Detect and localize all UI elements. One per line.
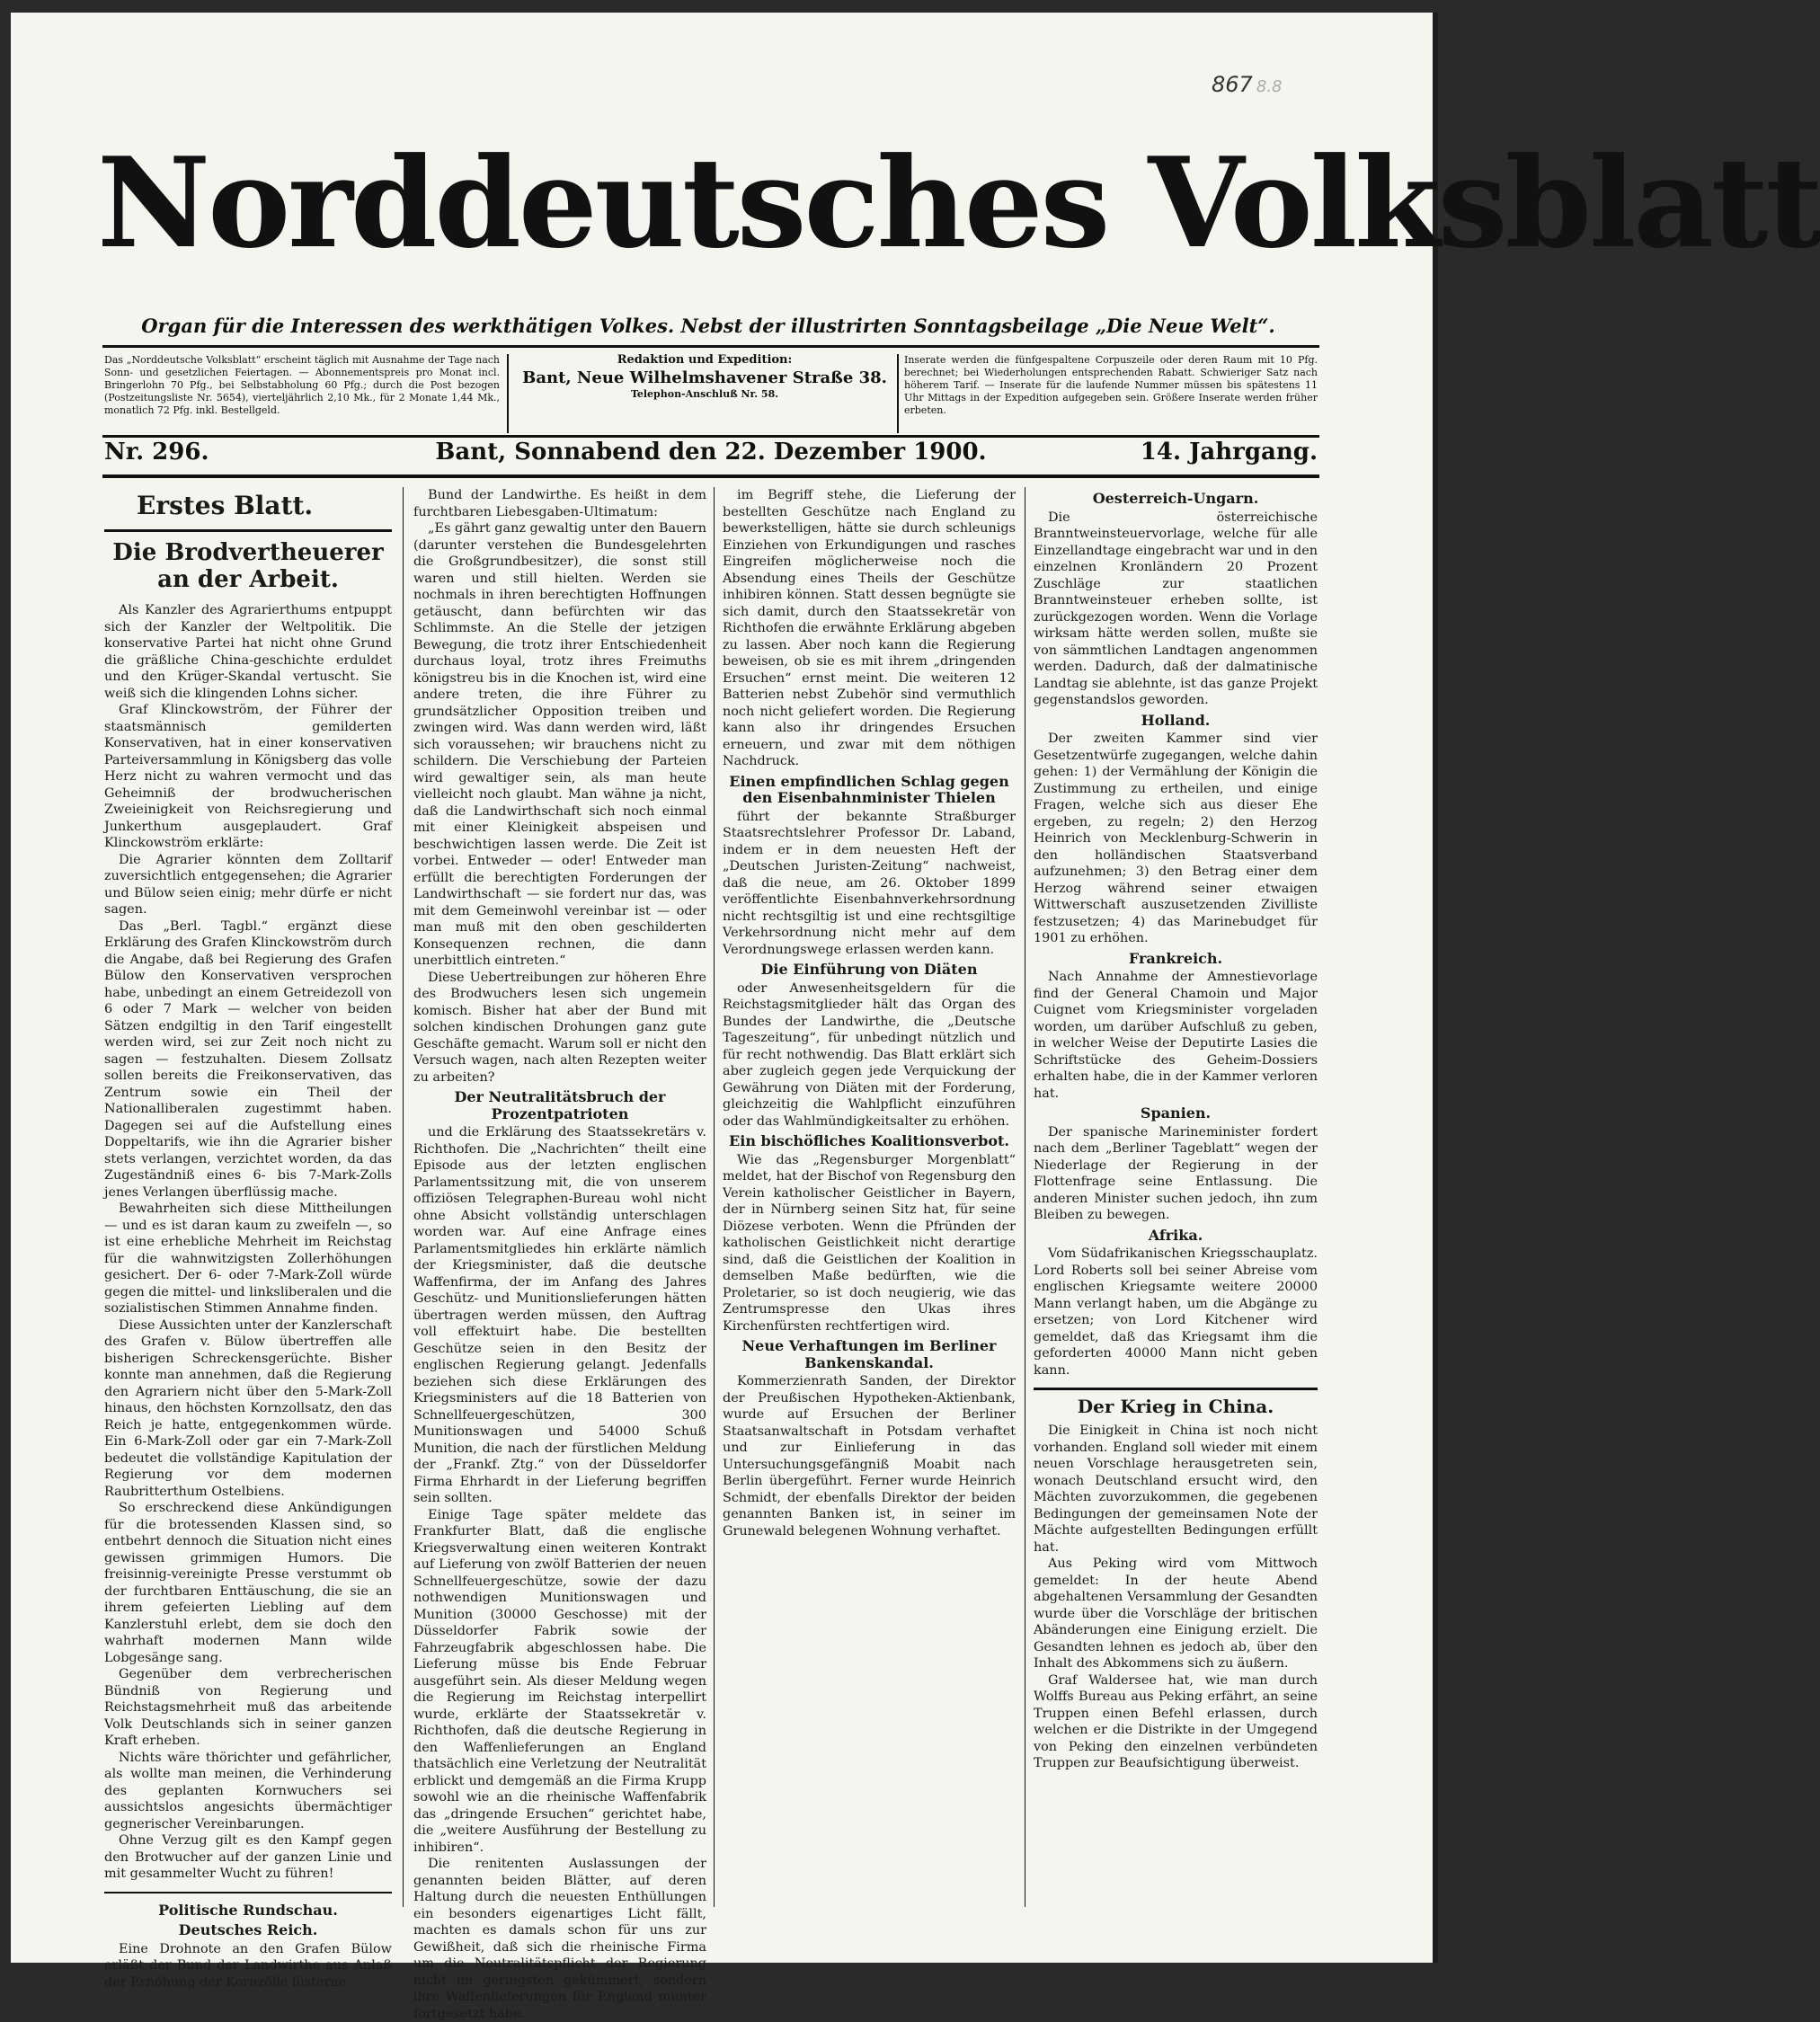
editorial-telephone: Telephon-Anschluß Nr. 58. xyxy=(630,388,779,400)
info-separator-left xyxy=(507,354,509,433)
paragraph: Das „Berl. Tagbl.“ ergänzt diese Erklärung des Grafen Klinckowström durch die Angabe, daß bei Regierung des Grafen Bülow den Konservativen versprochen habe, unbedingt an einem Getreidezoll von 6 oder 7 Mark — welcher von beiden Sätzen endgiltig in den Tarif eingestellt werden wird, sei zur Zeit noch nicht zu sagen — festzuhalten. Diesem Zollsatz sollen bereits die Freikonservativen, das Zentrum sowie ein Theil der Nationalliberalen zugestimmt haben. Dagegen sei auf die Aufstellung eines Doppeltarifs, wie ihn die Agrarier bisher stets verlangen, verzichtet worden, da das Zugeständniß eines 6- bis 7-Mark-Zolls jenes Verlangen überflüssig mache. xyxy=(104,918,392,1200)
paragraph: und die Erklärung des Staatssekretärs v. Richthofen. Die „Nachrichten“ theilt eine Episode aus der letzten englischen Parlamentssitzung mit, die von unserem offiziösen Telegraphen-Bureau wohl nicht ohne Absicht vollständig unterschlagen worden war. Auf eine Anfrage eines Parlamentsmitgliedes hin erklärte nämlich der Kriegsminister, daß die deutsche Waffenfirma, der im Anfang des Jahres Geschütz- und Munitionslieferungen hätten übertragen werden müssen, den Auftrag voll effektuirt habe. Die bestellten Geschütze seien in den Besitz der englischen Regierung gelangt. Jedenfalls beziehen sich diese Erklärungen des Kriegsministers auf die 18 Batterien von Schnellfeuergeschützen, 300 Munitionswagen und 54000 Schuß Munition, die nach der fürstlichen Meldung der „Frankf. Ztg.“ von der Düsseldorfer Firma Ehrhardt in der Lieferung begriffen sein sollten. xyxy=(413,1125,706,1505)
section-label: Erstes Blatt. xyxy=(137,491,314,520)
issue-date: Bant, Sonnabend den 22. Dezember 1900. xyxy=(435,439,987,466)
paragraph: Gegenüber dem verbrecherischen Bündniß von Regierung und Reichstagsmehrheit muß das arbeitende Volk Deutschlands sich in seiner ganzen Kraft erheben. xyxy=(104,1667,392,1748)
dateline-rule xyxy=(102,474,1319,478)
paragraph: Als Kanzler des Agrarierthums entpuppt sich der Kanzler der Weltpolitik. Die konservative Partei hat nicht ohne Grund die gräßliche China-geschichte erduldet und den Krüger-Skandal vertuscht. Sie weiß sich die klingenden Lohns sicher. xyxy=(104,603,392,701)
newspaper-page xyxy=(11,13,1820,2021)
paragraph: So erschreckend diese Ankündigungen für die brotessenden Klassen sind, so entbehrt dennoch die Situation nicht eines gewissen grimmigen Humors. Die freisinnig-vereinigte Presse verstummt ob der furchtbaren Enttäuschung, die sie an ihrem gefeierten Liebling auf dem Kanzlerstuhl erlebt, dem sie doch den wahrhaft modernen Mann wilde Lobgesänge sang. xyxy=(104,1501,392,1665)
info-bottom-rule xyxy=(102,435,1319,438)
divider xyxy=(104,1892,392,1893)
masthead-title: Norddeutsches Volksblatt xyxy=(97,129,1820,276)
paragraph: Der zweiten Kammer sind vier Gesetzentwürfe zugegangen, welche dahin gehen: 1) der Vermählung der Königin die Zustimmung zu ertheilen, und einige Fragen, welche sich aus dieser Ehe ergeben, zu regeln; 2) den Herzog Heinrich von Mecklenburg-Schwerin in den holländischen Staatsverband aufzunehmen; 3) den Betrag einer dem Herzog während seiner etwaigen Wittwerschaft auszusetzenden Zivilliste festzusetzen; 4) das Marinebudget für 1901 zu erhöhen. xyxy=(1034,732,1318,945)
dateline xyxy=(104,439,1318,474)
subscription-info: Das „Norddeutsche Volksblatt“ erscheint täglich mit Ausnahme der Tage nach Sonn- und gesetzlichen Feiertagen. — Abonnementspreis pro Monat incl. Bringerlohn 70 Pfg., bei Selbstabholung 60 Pfg.; durch die Post bezogen (Postzeitungsliste Nr. 5654), vierteljährlich 2,10 Mk., für 2 Monate 1,44 Mk., monatlich 72 Pfg. inkl. Bestellgeld. xyxy=(104,354,500,416)
article-heading: Neue Verhaftungen im Berliner Bankenskandal. xyxy=(741,1337,997,1371)
issue-number: Nr. 296. xyxy=(104,439,209,466)
paragraph: Eine Drohnote an den Grafen Bülow erläßt der Bund der Landwirthe aus Anlaß der Erhöhung der Kornzölle lüsterne xyxy=(104,1941,392,1990)
editorial-heading: Redaktion und Expedition: xyxy=(617,353,793,367)
editorial-info xyxy=(516,354,893,433)
column-rule-2 xyxy=(714,487,715,1907)
top-rule xyxy=(102,345,1319,348)
paragraph: Die Agrarier könnten dem Zolltarif zuversichtlich entgegensehen; die Agrarier und Bülow seien einig; mehr dürfe er nicht sagen. xyxy=(104,852,392,917)
section-heading: Politische Rundschau. xyxy=(158,1901,338,1919)
column-rule-1 xyxy=(403,487,404,1907)
country-heading: Frankreich. xyxy=(1128,949,1223,967)
editorial-address: Bant, Neue Wilhelmshavener Straße 38. xyxy=(522,368,887,387)
paragraph: Einige Tage später meldete das Frankfurter Blatt, daß die englische Kriegsverwaltung einen weiteren Kontrakt auf Lieferung von zwölf Batterien der neuen Schnellfeuergeschütze, sowie der dazu nothwendigen Munitionswagen und Munition (30000 Geschosse) mit der Düsseldorfer Fabrik sowie der Fahrzeugfabrik abgeschlossen habe. Die Lieferung müsse bis Ende Februar ausgeführt sein. Als dieser Meldung wegen die Regierung im Reichstag interpellirt wurde, erklärte der Staatssekretär v. Richthofen, daß die deutsche Regierung in den Waffenlieferungen an England thatsächlich eine Verletzung der Neutralität erblickt und demgemäß an die Firma Krupp sowohl wie an die rheinische Waffenfabrik das „dringende Ersuchen“ gerichtet habe, die „weitere Ausführung der Bestellung zu inhibiren“. xyxy=(413,1507,706,1855)
paragraph: Die Einigkeit in China ist noch nicht vorhanden. England soll wieder mit einem neuen Vorschlage herausgetreten sein, wonach Deutschland ersucht wird, den Mächten zuvorzukommen, die gegebenen Bedingungen der gemeinsamen Note der Mächte aufgestellten Bedingungen erfüllt hat. xyxy=(1034,1423,1318,1555)
paragraph: Aus Peking wird vom Mittwoch gemeldet: In der heute Abend abgehaltenen Versammlung der Gesandten wurde über die Vorschläge der britischen Abänderungen eine Einigung erzielt. Die Gesandten lehnen es jedoch ab, über den Inhalt des Abkommens sich zu äußern. xyxy=(1034,1556,1318,1671)
advertising-info: Inserate werden die fünfgespaltene Corpuszeile oder deren Raum mit 10 Pfg. berechnet; bei Wiederholungen entsprechenden Rabatt. Schwieriger Satz nach höherem Tarif. — Inserate für die laufende Nummer müssen bis spätestens 11 Uhr Mittags in der Expedition aufgegeben sein. Größere Inserate werden früher erbeten. xyxy=(904,354,1318,416)
paragraph: Bewahrheiten sich diese Mittheilungen — und es ist daran kaum zu zweifeln —, so ist eine erhebliche Mehrheit im Reichstag für die wahnwitzigsten Zollerhöhungen gesichert. Der 6- oder 7-Mark-Zoll würde gegen die mittel- und linksliberalen und die sozialistischen Stimmen Annahme finden. xyxy=(104,1202,392,1316)
article-heading: Die Einführung von Diäten xyxy=(760,961,978,978)
article-heading: Der Neutralitätsbruch der Prozentpatrioten xyxy=(454,1088,666,1122)
paragraph: im Begriff stehe, die Lieferung der bestellten Geschütze nach England zu bewerkstelligen, hätte sie durch schleunigs Einziehen von Erkundigungen und rasches Eingreifen möglicherweise noch die Absendung eines Theils der Geschütze inhibiren können. Statt dessen begnügte sie sich damit, durch den Staatssekretär von Richthofen die erwähnte Erklärung abgeben zu lassen. Aber noch kann die Regierung beweisen, ob sie es mit ihrem „dringenden Ersuchen“ ernst meint. Die weiteren 12 Batterien nebst Zubehör sind vermuthlich noch nicht geliefert worden. Die Regierung kann also ihr dringendes Ersuchen erneuern, und zwar mit dem nöthigen Nachdruck. xyxy=(723,488,1016,768)
lead-headline: Die Brodvertheuerer an der Arbeit. xyxy=(104,529,392,593)
paragraph: Diese Uebertreibungen zur höheren Ehre des Brodwuchers lesen sich ungemein komisch. Bisher hat aber der Bund mit solchen kindischen Drohungen ganz gute Geschäfte gemacht. Warum soll er nicht den Versuch wagen, nach alten Rezepten weiter zu arbeiten? xyxy=(413,970,706,1085)
country-heading: Holland. xyxy=(1141,711,1211,729)
country-heading: Afrika. xyxy=(1148,1226,1203,1244)
info-separator-right xyxy=(897,354,899,433)
paragraph: Nichts wäre thörichter und gefährlicher, als wollte man meinen, die Verhinderung des geplanten Kornwuchers sei aussichtslos angesichts übermächtiger gegnerischer Vereinbarungen. xyxy=(104,1750,392,1831)
column-4 xyxy=(1034,487,1318,1907)
paragraph: Wie das „Regensburger Morgenblatt“ meldet, hat der Bischof von Regensburg den Verein katholischer Geistlicher in Bayern, der in Nürnberg seinen Sitz hat, für seine Diözese verboten. Wenn die Pfründen der katholischen Geistlichkeit nicht derartige sind, daß die Geistlichen der Koalition in demselben Maße bedürften, wie die Proletarier, so ist doch neugierig, wie das Zentrumspresse den Ukas ihres Kirchenfürsten rechtfertigen wird. xyxy=(723,1152,1016,1334)
column-1 xyxy=(104,487,392,1990)
paragraph: „Es gährt ganz gewaltig unter den Bauern (darunter verstehen die Bundesgelehrten die Großgrundbesitzer), die sonst still waren und still hielten. Werden sie nochmals in ihren berechtigten Hoffnungen getäuscht, dann befürchten wir das Schlimmste. An die Stelle der jetzigen Bewegung, die trotz ihrer Entschiedenheit durchaus loyal, trotz ihres Freimuths königstreu bis in die Knochen ist, wird eine andere treten, die ihre Führer zu grundsätzlicher Opposition treiben und zwingen wird. Was dann werden wird, läßt sich voraussehen; wir brauchens nicht zu schildern. Die Verschiebung der Parteien wird gewaltiger sein, als man heute vielleicht noch glaubt. Man wähne ja nicht, daß die Landwirthschaft sich noch einmal mit einer Kleinigkeit abspeisen und beschwichtigen lassen werde. Die Zeit ist vorbei. Entweder — oder! Entweder man erfüllt die berechtigten Forderungen der Landwirthschaft — sie fordert nur das, was mit dem Gemeinwohl vereinbar ist — oder man muß mit den oben geschilderten Konsequenzen rechnen, die dann unerbittlich eintreten.“ xyxy=(413,521,706,968)
paragraph: Vom Südafrikanischen Kriegsschauplatz. Lord Roberts soll bei seiner Abreise vom englischen Kriegsamte weitere 20000 Mann verlangt haben, um die Abgänge zu ersetzen; von Lord Kitchener wird gemeldet, daß das Kriegsamt ihm die geforderten 40000 Mann nicht geben kann. xyxy=(1034,1246,1318,1378)
paragraph: Der spanische Marineminister fordert nach dem „Berliner Tageblatt“ wegen der Niederlage der Regierung in der Flottenfrage seine Entlassung. Die anderen Minister suchen jedoch, ihn zum Bleiben zu bewegen. xyxy=(1034,1124,1318,1222)
paragraph: Bund der Landwirthe. Es heißt in dem furchtbaren Liebesgaben-Ultimatum: xyxy=(413,488,706,519)
paragraph: oder Anwesenheitsgeldern für die Reichstagsmitglieder hält das Organ des Bundes der Landwirthe, die „Deutsche Tageszeitung“, für unbedingt nützlich und für recht nothwendig. Das Blatt erklärt sich aber zugleich gegen jede Verquickung der Gewährung von Diäten mit der Forderung, gleichzeitig die Wahlpflicht einzuführen oder das Wahlmündigkeitsalter zu erhöhen. xyxy=(723,980,1016,1129)
article-heading: Der Krieg in China. xyxy=(1034,1388,1318,1417)
tagline: Organ für die Interessen des werkthätigen Volkes. Nebst der illustrirten Sonntagsbeilage „Die Neue Welt“. xyxy=(141,315,1275,337)
subsection-heading: Deutsches Reich. xyxy=(178,1921,318,1938)
country-heading: Oesterreich-Ungarn. xyxy=(1092,490,1259,507)
paragraph: führt der bekannte Straßburger Staatsrechtslehrer Professor Dr. Laband, indem er in dem neuesten Heft der „Deutschen Juristen-Zeitung“ nachweist, daß die neue, am 26. Oktober 1899 veröffentlichte Eisenbahnverkehrsordnung nicht rechtsgiltig ist und eine rechtsgiltige Verkehrsordnung nicht mehr auf dem Verordnungswege erlassen werden kann. xyxy=(723,809,1016,957)
page-number xyxy=(1212,72,1282,97)
article-heading: Ein bischöfliches Koalitionsverbot. xyxy=(729,1132,1009,1149)
issue-year: 14. Jahrgang. xyxy=(1140,439,1318,466)
paragraph: Nach Annahme der Amnestievorlage find der General Chamoin und Major Cuignet vom Kriegsminister vorgeladen worden, um darüber Aufschluß zu geben, in welcher Weise der Deputirte Lasies die Schriftstücke des Geheim-Dossiers erhalten habe, die in der Kammer verloren hat. xyxy=(1034,970,1318,1101)
paragraph: Kommerzienrath Sanden, der Direktor der Preußischen Hypotheken-Aktienbank, wurde auf Ersuchen der Berliner Staatsanwaltschaft in Potsdam verhaftet und zur Einlieferung in das Untersuchungsgefängniß Moabit nach Berlin übergeführt. Ferner wurde Heinrich Schmidt, der ebenfalls Direktor der beiden genannten Banken ist, in seiner im Grunewald belegenen Wohnung verhaftet. xyxy=(723,1374,1016,1539)
page-number-faint: 8.8 xyxy=(1256,77,1283,96)
country-heading: Spanien. xyxy=(1140,1104,1212,1122)
column-2 xyxy=(413,487,706,2021)
paragraph: Diese Aussichten unter der Kanzlerschaft des Grafen v. Bülow übertreffen alle bisherigen Schreckensgerüchte. Bisher konnte man annehmen, daß die Regierung den Agrariern nicht über den 5-Mark-Zoll hinaus, den höchsten Kornzollsatz, den das Reich je hatte, entgegenkommen würde. Ein 6-Mark-Zoll oder gar ein 7-Mark-Zoll bedeutet die vollständige Kapitulation der Regierung vor dem modernen Raubritterthum Ostelbiens. xyxy=(104,1317,392,1499)
article-heading: Einen empfindlichen Schlag gegen den Eisenbahnminister Thielen xyxy=(729,772,1009,806)
paragraph: Graf Waldersee hat, wie man durch Wolffs Bureau aus Peking erfährt, an seine Truppen einen Befehl erlassen, durch welchen er die Distrikte in der Umgegend von Peking den einzelnen verbündeten Truppen zur Beaufsichtigung überweist. xyxy=(1034,1672,1318,1770)
column-3 xyxy=(723,487,1016,1907)
paragraph: Die renitenten Auslassungen der genannten beiden Blätter, auf deren Haltung durch die neuesten Enthüllungen ein besonders eigenartiges Licht fällt, machten es damals schon für uns zur Gewißheit, daß sich die rheinische Firma um die Neutralitätspflicht der Regierung nicht im geringsten gekümmert, sondern ihre Waffenlieferungen für England munter fortgesetzt habe. xyxy=(413,1857,706,2021)
paragraph: Ohne Verzug gilt es den Kampf gegen den Brotwucher auf der ganzen Linie und mit gesammelter Wucht zu führen! xyxy=(104,1833,392,1881)
page-number-main: 867 xyxy=(1212,72,1253,97)
paragraph: Die österreichische Branntweinsteuervorlage, welche für alle Einzellandtage eingebracht war und in den einzelnen Kronländern 20 Prozent Zuschläge zur staatlichen Branntweinsteuer erheben sollte, ist zurückgezogen worden. Wenn die Vorlage wirksam hätte werden sollen, mußte sie von sämmtlichen Landtagen angenommen werden. Dadurch, daß der dalmatinische Landtag sie ablehnte, ist das ganze Projekt gegenstandslos geworden. xyxy=(1034,510,1318,707)
paragraph: Graf Klinckowström, der Führer der staatsmännisch gemilderten Konservativen, hat in einer konservativen Parteiversammlung in Königsberg das volle Herz nicht zu wahren vermocht und das Geheimniß der brodwucherischen Zweieinigkeit von Reichsregierung und Junkerthum ausgeplaudert. Graf Klinckowström erklärte: xyxy=(104,703,392,850)
